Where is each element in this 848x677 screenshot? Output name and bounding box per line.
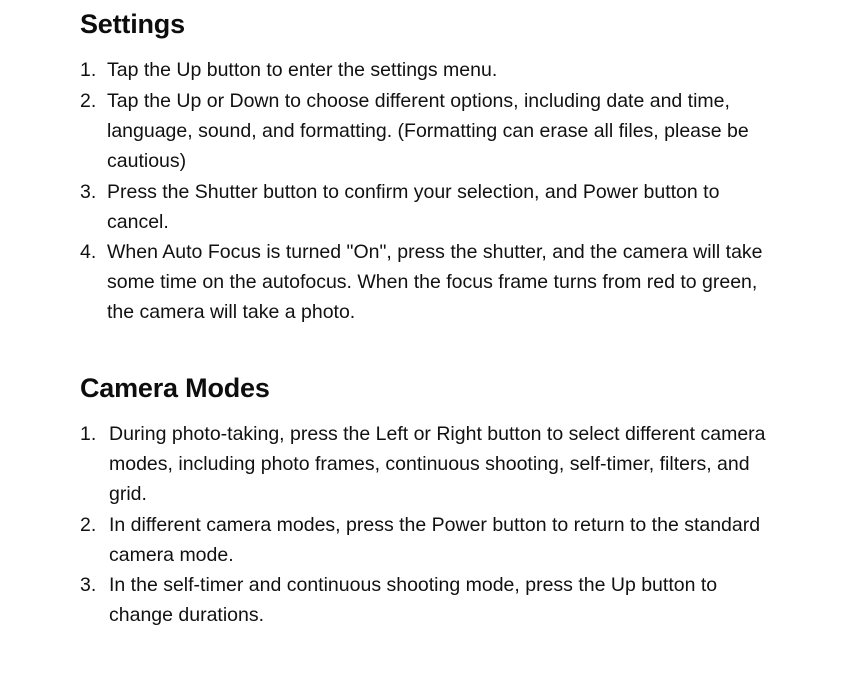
list-item-text: In different camera modes, press the Power button to return to the standard camera mode. (109, 513, 761, 566)
list-item (80, 511, 776, 571)
section-camera-modes (80, 372, 776, 631)
camera-modes-step-list (80, 420, 776, 631)
list-item-text: When Auto Focus is turned "On", press the shutter, and the camera will take some time on the autofocus. When the focus frame turns from red to green, the camera will take a photo. (107, 241, 763, 324)
list-item-number: 3. (80, 574, 97, 597)
list-item-text: Press the Shutter button to confirm your selection, and Power button to cancel. (107, 180, 720, 233)
list-item-number: 1. (80, 59, 97, 82)
list-item (80, 56, 776, 86)
list-item (80, 238, 776, 327)
list-item-text: In the self-timer and continuous shooting mode, press the Up button to change durations. (109, 574, 718, 627)
list-item-number: 4. (80, 241, 97, 264)
list-item (80, 87, 776, 176)
list-item-text: Tap the Up button to enter the settings menu. (107, 59, 498, 82)
page-title: Settings (80, 9, 185, 39)
list-item (80, 178, 776, 238)
section-settings (80, 8, 776, 328)
list-item-number: 2. (80, 90, 97, 113)
list-item-text: During photo-taking, press the Left or Right button to select different camera modes, including photo frames, continuous shooting, self-timer, filters, and grid. (109, 423, 766, 505)
settings-step-list (80, 56, 776, 327)
list-item (80, 571, 776, 631)
list-item-number: 3. (80, 180, 97, 203)
list-item-text: Tap the Up or Down to choose different options, including date and time, language, sound, and formatting. (Formatting can erase all files, please be cautious) (107, 90, 749, 172)
list-item-number: 1. (80, 423, 97, 446)
list-item (80, 420, 776, 509)
list-item-number: 2. (80, 513, 97, 536)
section-heading: Camera Modes (80, 372, 270, 403)
